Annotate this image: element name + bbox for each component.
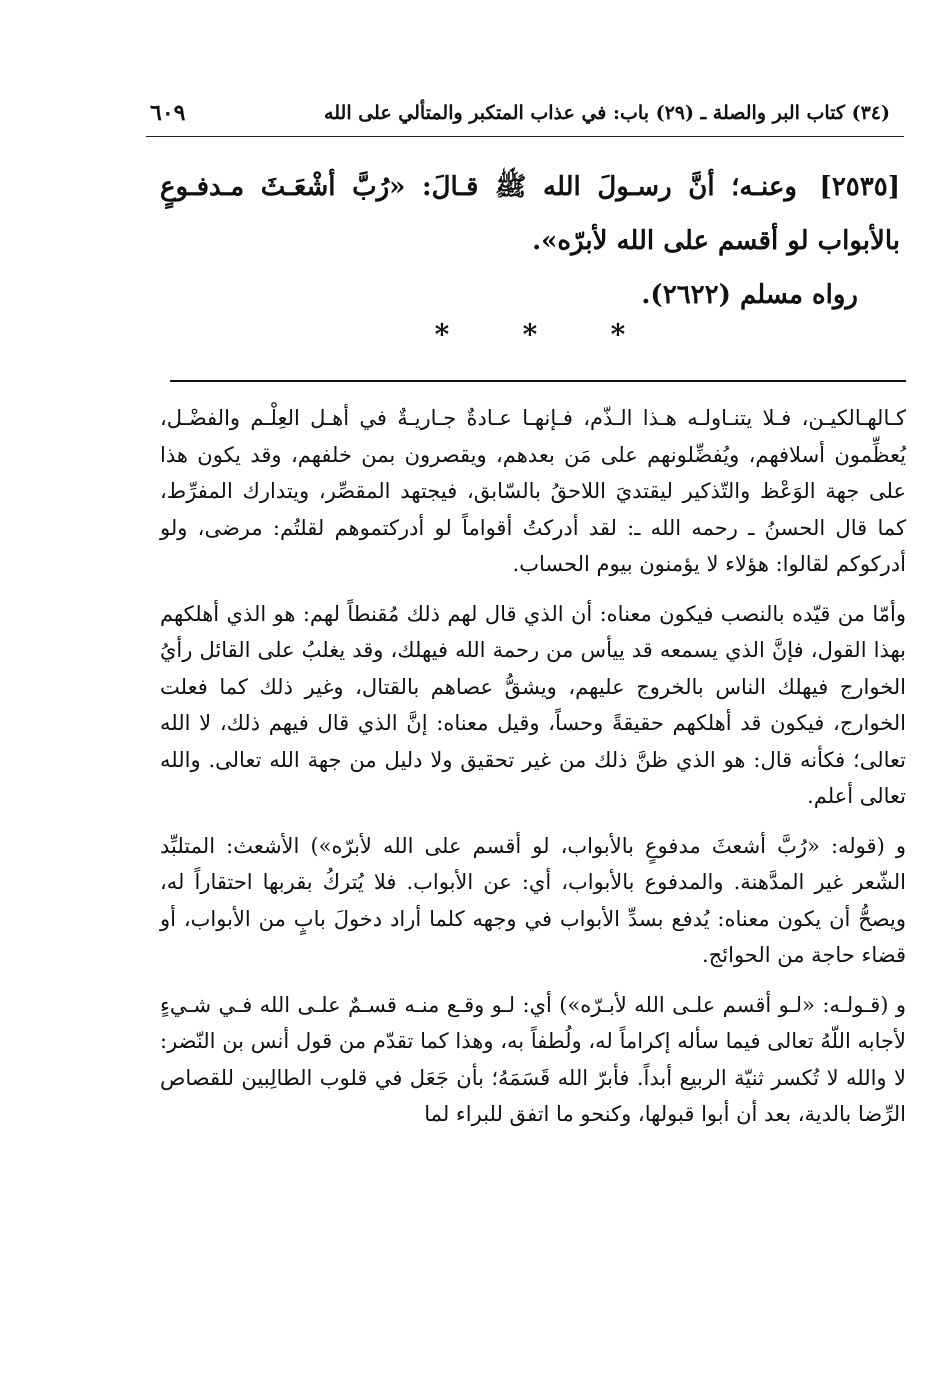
chapter-heading: (٣٤) كتاب البر والصلة ـ (٢٩) باب: في عذاب المتكبر والمتألي على الله [324, 102, 890, 124]
commentary-paragraph: و (قوله: «رُبَّ أشعثَ مدفوعٍ بالأبواب، لو أقسم على الله لأبرّه») الأشعث: المتلبِّد الشّعر غير المدَّهنة. والمدفوع بالأبواب، أي: عن الأبواب. فلا يُتركُ بقربها احتقاراً له، ويصحُّ أن يكون معناه: يُدفع بسدِّ الأبواب في وجهه كلما أراد دخولَ بابٍ من الأبواب، أو قضاء حاجة من الحوائج. [160, 833, 906, 967]
section-separator [430, 318, 630, 351]
hadith-number: [٢٥٣٥] [819, 172, 900, 202]
commentary-block [160, 400, 906, 1146]
hadith-text-line [160, 160, 900, 268]
commentary-paragraph: كـالهـالكيـن، فـلا يتنـاولـه هـذا الـذّم، فـإنهـا عـادةٌ جـاريـةٌ في أهـل العِلْـم والفضْـل، يُعظِّمون أسلافهم، ويُفضِّلونهم على مَن بعدهم، ويقصرون بمن خلفهم، وقد يكون هذا على جهة الوَعْظ والتّذكير ليقتديَ اللاحقُ بالسّابق، فيجتهد المقصِّر، ويتدارك المفرِّط، كما قال الحسنُ ـ رحمه الله ـ: لقد أدركتُ أقواماً لو أدركتموهم لقلتُم: مرضى، ولو أدركوكم لقالوا: هؤلاء لا يؤمنون بيوم الحساب. [160, 406, 906, 576]
hadith-source: رواه مسلم (٢٦٢٢). [641, 280, 858, 310]
separator-star: * [610, 318, 626, 351]
header-divider [146, 136, 904, 137]
separator-star: * [522, 318, 538, 351]
hadith-text: وعنـه؛ أنَّ رسـولَ الله ﷺ قـالَ: «رُبَّ أشْعَـثَ مـدفـوعٍ بالأبواب لو أقسم على الله لأبرّه». [160, 172, 900, 256]
page-number: ٦٠٩ [150, 100, 186, 126]
commentary-paragraph: وأمّا من قيّده بالنصب فيكون معناه: أن الذي قال لهم ذلك مُقنطاً لهم: هو الذي أهلكهم بهذا القول، فإنَّ الذي يسمعه قد ييأس من رحمة الله فيهلك، وقد يغلبُ على القائل رأيُ الخوارج فيهلك الناس بالخروج عليهم، ويشقُّ عصاهم بالقتال، وغير ذلك كما فعلت الخوارج، فيكون قد أهلكهم حقيقةً وحساً، وقيل معناه: إنَّ الذي قال فيهم ذلك، لا الله تعالى؛ فكأنه قال: هو الذي ظنَّ ذلك من غير تحقيق ولا دليل من جهة الله تعالى. والله تعالى أعلم. [160, 601, 906, 808]
running-header [148, 98, 900, 134]
commentary-paragraph: و (قـولـه: «لـو أقسم علـى الله لأبـرّه») أي: لـو وقـع منـه قسـمٌ علـى الله فـي شـيءٍ لأجابه اللّهُ تعالى فيما سأله إكراماً له، ولُطفاً به، وهذا كما تقدّم من قول أنس بن النّضر: لا والله لا تُكسر ثنيّة الربيع أبداً. فأبرّ الله قَسَمَهُ؛ بأن جَعَل في قلوب الطالِبين للقصاص الرِّضا بالدية، بعد أن أبوا قبولها، وكنحو ما اتفق للبراء لما [160, 992, 906, 1126]
hadith-block [160, 160, 900, 322]
commentary-divider [170, 380, 906, 382]
separator-star: * [434, 318, 450, 351]
